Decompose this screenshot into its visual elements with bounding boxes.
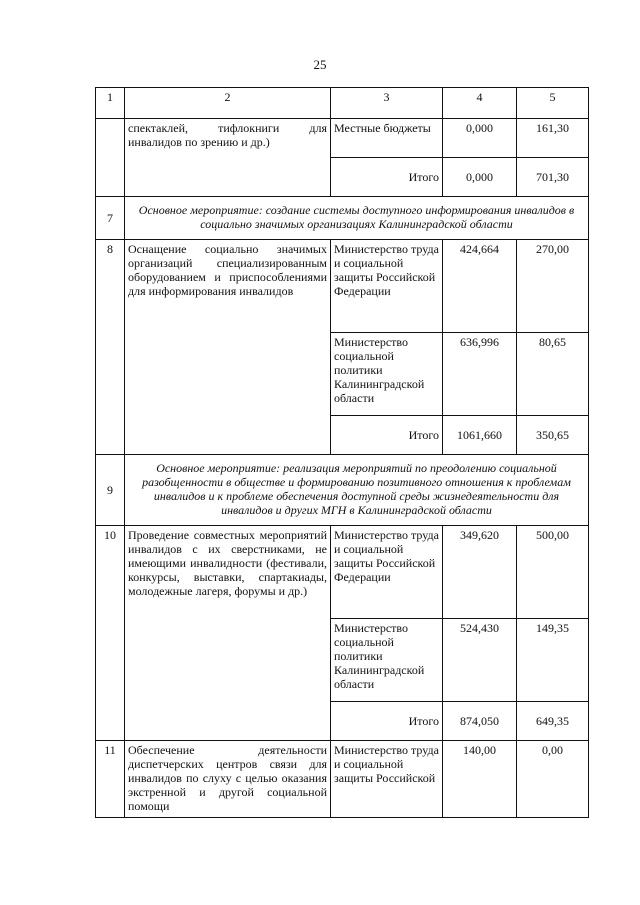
amount-col4: 524,430	[443, 619, 517, 702]
amount-col4: 0,000	[443, 119, 517, 158]
total-label: Итого	[331, 158, 443, 197]
row-description: Проведение совместных мероприятий инвалидов с их сверстниками, не имеющими инвалидности (фестивали, конкурсы, выставки, спартакиады, молодежные лагеря, форумы и др.)	[125, 526, 331, 741]
header-col-1: 1	[96, 88, 125, 119]
table-row	[96, 526, 589, 619]
row-number	[96, 119, 125, 197]
row-number: 11	[96, 741, 125, 818]
funding-source: Министерство социальной политики Калининградской области	[331, 333, 443, 416]
amount-col4: 636,996	[443, 333, 517, 416]
program-table	[95, 87, 589, 818]
table-row	[96, 240, 589, 333]
row-description: Оснащение социально значимых организаций специализированным оборудованием и приспособлениями для информирования инвалидов	[125, 240, 331, 455]
total-col5: 350,65	[517, 416, 589, 455]
funding-source: Министерство социальной политики Калининградской области	[331, 619, 443, 702]
total-label: Итого	[331, 416, 443, 455]
header-col-3: 3	[331, 88, 443, 119]
funding-source: Министерство труда и социальной защиты Российской Федерации	[331, 240, 443, 333]
row-number: 7	[96, 197, 125, 240]
total-col4: 874,050	[443, 702, 517, 741]
funding-source: Министерство труда и социальной защиты Российской Федерации	[331, 526, 443, 619]
total-col5: 701,30	[517, 158, 589, 197]
header-col-5: 5	[517, 88, 589, 119]
amount-col5: 80,65	[517, 333, 589, 416]
total-col4: 1061,660	[443, 416, 517, 455]
row-number: 9	[96, 455, 125, 526]
amount-col4: 349,620	[443, 526, 517, 619]
table-row	[96, 119, 589, 158]
row-description: спектаклей, тифлокниги для инвалидов по зрению и др.)	[125, 119, 331, 197]
amount-col5: 161,30	[517, 119, 589, 158]
header-row	[96, 88, 589, 119]
funding-source: Министерство труда и социальной защиты Российской	[331, 741, 443, 818]
table-row	[96, 741, 589, 818]
total-label: Итого	[331, 702, 443, 741]
amount-col4: 140,00	[443, 741, 517, 818]
page-number: 25	[313, 57, 327, 72]
total-col5: 649,35	[517, 702, 589, 741]
header-col-2: 2	[125, 88, 331, 119]
amount-col5: 270,00	[517, 240, 589, 333]
section-title: Основное мероприятие: создание системы доступного информирования инвалидов в социально значимых организациях Калининградской области	[125, 197, 589, 240]
header-col-4: 4	[443, 88, 517, 119]
amount-col5: 500,00	[517, 526, 589, 619]
section-row	[96, 455, 589, 526]
amount-col4: 424,664	[443, 240, 517, 333]
funding-source: Местные бюджеты	[331, 119, 443, 158]
amount-col5: 0,00	[517, 741, 589, 818]
section-row	[96, 197, 589, 240]
row-description: Обеспечение деятельности диспетчерских центров связи для инвалидов по слуху с целью оказания экстренной и другой социальной помощи	[125, 741, 331, 818]
total-col4: 0,000	[443, 158, 517, 197]
row-number: 8	[96, 240, 125, 455]
row-number: 10	[96, 526, 125, 741]
section-title: Основное мероприятие: реализация мероприятий по преодолению социальной разобщенности в обществе и формированию позитивного отношения к проблемам инвалидов и к проблеме обеспечения доступной среды жизнедеятельности для инвалидов и других МГН в Калининградской области	[125, 455, 589, 526]
amount-col5: 149,35	[517, 619, 589, 702]
